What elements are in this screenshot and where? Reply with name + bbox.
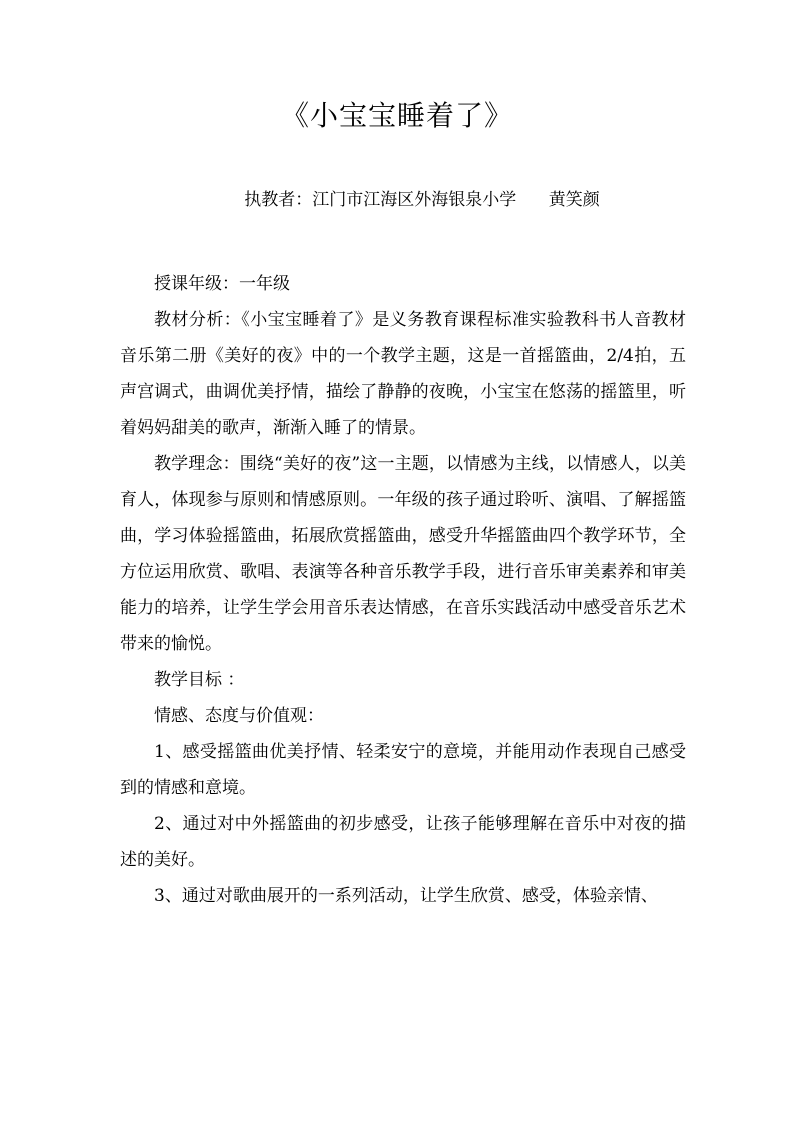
document-title: 《小宝宝睡着了》 [280,99,513,132]
paragraph-grade: 授课年级：一年级 [154,274,290,294]
author-line: 执教者：江门市江海区外海银泉小学 黄笑颜 [244,190,600,210]
paragraph-emotion-attitude-values: 情感、态度与价值观： [154,706,324,726]
paragraph-goal-2: 2、通过对中外摇篮曲的初步感受，让孩子能够理解在音乐中对夜的描述的美好。 [120,814,686,870]
paragraph-goal-1: 1、感受摇篮曲优美抒情、轻柔安宁的意境，并能用动作表现自己感受到的情感和意境。 [120,742,686,798]
document-body [120,266,686,914]
paragraph-material-analysis: 教材分析：《小宝宝睡着了》是义务教育课程标准实验教科书人音教材音乐第二册《美好的夜》中的一个教学主题，这是一首摇篮曲，2/4拍，五声宫调式，曲调优美抒情，描绘了静静的夜晚，小宝宝在悠荡的摇篮里，听着妈妈甜美的歌声，渐渐入睡了的情景。 [120,310,686,438]
paragraph-goal-3: 3、通过对歌曲展开的一系列活动，让学生欣赏、感受，体验亲情、 [154,886,658,906]
paragraph-teaching-goals-heading: 教学目标 ： [154,670,245,690]
paragraph-teaching-concept: 教学理念：围绕“美好的夜”这一主题，以情感为主线，以情感人，以美育人，体现参与原则和情感原则。一年级的孩子通过聆听、演唱、了解摇篮曲，学习体验摇篮曲，拓展欣赏摇篮曲，感受升华摇篮曲四个教学环节，全方位运用欣赏、歌唱、表演等各种音乐教学手段，进行音乐审美素养和审美能力的培养，让学生学会用音乐表达情感，在音乐实践活动中感受音乐艺术带来的愉悦。 [120,454,686,654]
